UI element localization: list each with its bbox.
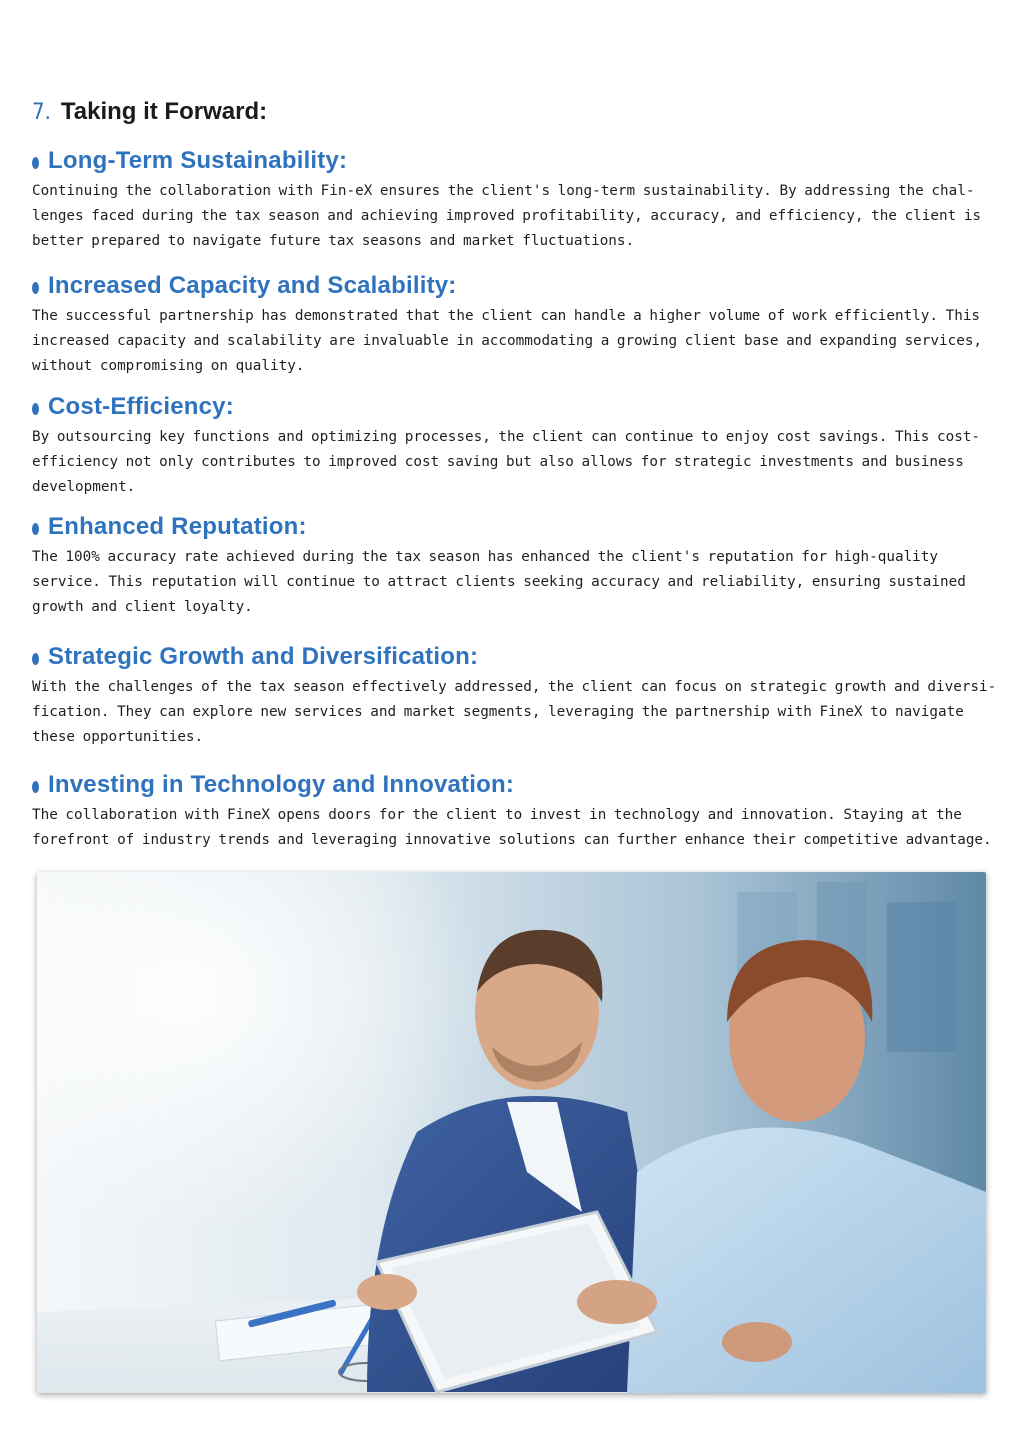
item-heading: Long-Term Sustainability:: [48, 147, 348, 174]
item-heading-row: [32, 391, 1007, 423]
item-body: The collaboration with FineX opens doors for the client to invest in technology and innovation. Staying at the forefront of industry trends and leveraging innovative solutions can further enhance their competitive advantage.: [32, 807, 992, 848]
section-number: 7.: [32, 100, 51, 125]
item-body: With the challenges of the tax season effectively addressed, the client can focus on strategic growth and diversi-fication. They can explore new services and market segments, leveraging the partnership with FineX to navigate these opportunities.: [32, 679, 997, 745]
bullet-icon: [32, 157, 39, 169]
item-increased-capacity: [32, 270, 1007, 379]
item-body: Continuing the collaboration with Fin-eX ensures the client's long-term sustainability. By addressing the chal-lenges faced during the tax season and achieving improved profitability, accuracy, and efficiency, the client is better prepared to navigate future tax seasons and market fluctuations.: [32, 183, 982, 249]
item-heading-row: [32, 641, 1007, 673]
item-heading-row: [32, 145, 1007, 177]
bullet-icon: [32, 523, 39, 535]
item-heading: Enhanced Reputation:: [48, 513, 307, 540]
item-heading: Increased Capacity and Scalability:: [48, 272, 457, 299]
item-heading-row: [32, 511, 1007, 543]
item-enhanced-reputation: [32, 511, 1007, 620]
item-strategic-growth: [32, 641, 1007, 750]
item-investing-technology: [32, 769, 1007, 853]
item-heading: Strategic Growth and Diversification:: [48, 643, 479, 670]
item-body: The successful partnership has demonstrated that the client can handle a higher volume of work efficiently. This increased capacity and scalability are invaluable in accommodating a growing client base and expanding services, without compromising on quality.: [32, 308, 983, 374]
item-long-term-sustainability: [32, 145, 1007, 254]
bullet-icon: [32, 282, 39, 294]
photo-illustration: [37, 872, 986, 1393]
item-heading-row: [32, 270, 1007, 302]
section-title: Taking it Forward:: [60, 98, 268, 125]
item-heading-row: [32, 769, 1007, 801]
bullet-icon: [32, 403, 39, 415]
business-meeting-photo: [37, 872, 986, 1393]
item-body: The 100% accuracy rate achieved during the tax season has enhanced the client's reputation for high-quality service. This reputation will continue to attract clients seeking accuracy and reliability, ensuring sustained growth and client loyalty.: [32, 549, 966, 615]
bullet-icon: [32, 653, 39, 665]
item-heading: Cost-Efficiency:: [48, 393, 234, 420]
bullet-icon: [32, 781, 39, 793]
item-body: By outsourcing key functions and optimizing processes, the client can continue to enjoy cost savings. This cost-efficiency not only contributes to improved cost saving but also allows for strategic investments and business development.: [32, 429, 981, 495]
section-heading: [32, 98, 267, 130]
item-heading: Investing in Technology and Innovation:: [48, 771, 515, 798]
item-cost-efficiency: [32, 391, 1007, 500]
